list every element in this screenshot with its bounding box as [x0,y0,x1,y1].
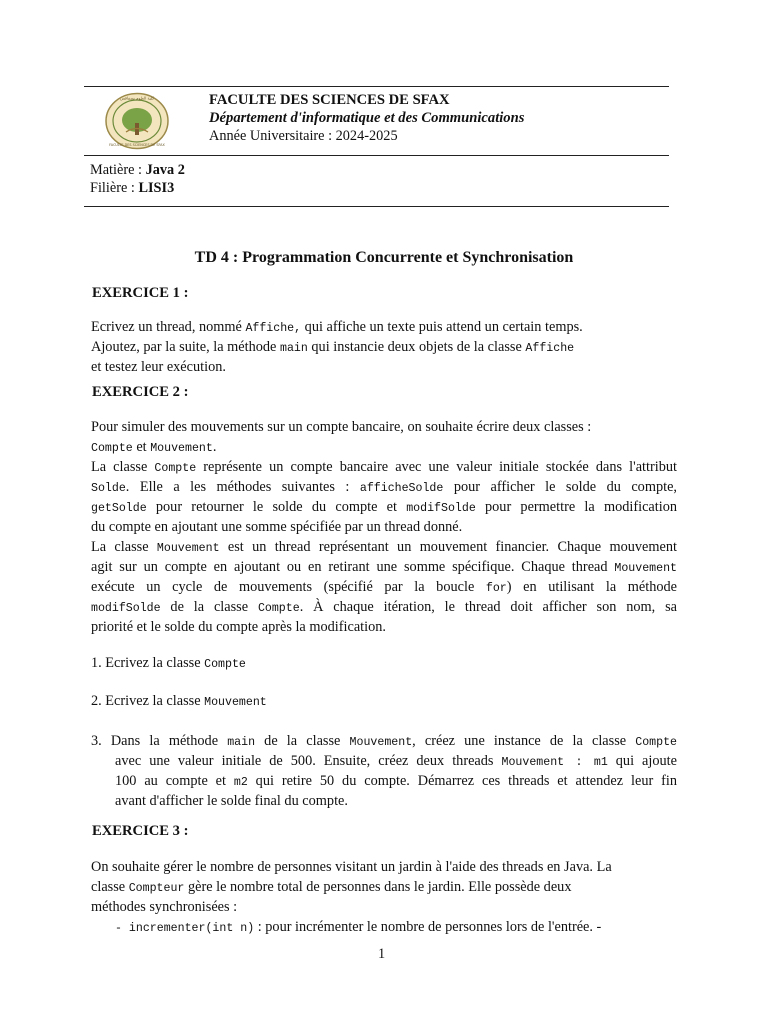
q3-text: avant d'afficher le solde final du compte. [115,793,348,809]
ex2-code: getSolde [91,502,147,515]
ex2-code: Compte [154,462,197,475]
subject-line [90,162,185,179]
branch-label: Filière : [90,180,139,196]
ex1-text: qui affiche un texte puis attend un certain temps. [301,319,583,335]
q3-text: 100 au compte et [115,773,234,789]
q3-code: Compte [635,736,678,749]
q2-text: 2. Ecrivez la classe [91,693,205,709]
q1-code: Compte [204,658,246,671]
ex2-text: . [212,439,217,455]
ex1-code: main [279,342,308,355]
ex2-text: pour retourner le solde du compte et [146,499,407,515]
q3-text: de la classe [255,733,350,749]
ex1-text: Ecrivez un thread, nommé [91,319,246,335]
q3-code: m2 [233,776,248,789]
ex3-code: - [115,922,129,935]
ex2-text: pour afficher le solde du compte, [443,479,677,495]
ex1-code: Affiche [525,342,575,355]
ex2-code: Mouvement [156,542,220,555]
ex2-text: agit sur un compte en ajoutant ou en retirant une somme spécifique. Chaque thread [91,559,615,575]
faculty-name: FACULTE DES SCIENCES DE SFAX [209,92,450,108]
ex3-text: : pour incrémenter le nombre de personnes lors de l'entrée. - [254,919,602,935]
ex2-text: priorité et le solde du compte après la modification. [91,619,386,635]
ex2-code: modifSolde [406,502,476,515]
ex2-code: Mouvement [614,562,677,575]
exercise-1-heading: EXERCICE 1 : [92,285,189,301]
q3-code: : m1 [564,756,608,769]
ex3-text: On souhaite gérer le nombre de personnes visitant un jardin à l'aide des threads en Java. La [91,859,612,875]
ex2-code: for [485,582,507,595]
ex2-code: modifSolde [91,602,161,615]
middle-rule [84,155,669,156]
q3-code: main [227,736,256,749]
subject-value: Java 2 [145,162,185,178]
ex2-code: Compte [257,602,300,615]
ex2-text: du compte en ajoutant une somme spécifiée par un thread donné. [91,519,463,535]
question-1 [91,655,246,672]
question-2 [91,693,267,710]
exercise-2-intro [91,417,677,637]
q1-text: 1. Ecrivez la classe [91,655,205,671]
q3-text: avec une valeur initiale de 500. Ensuite, créez deux threads [115,753,502,769]
ex3-code: incrementer(int n) [128,922,255,935]
ex2-text: représente un compte bancaire avec une valeur initiale stockée dans l'attribut [196,459,677,475]
ex2-text: ) en utilisant la méthode [506,579,677,595]
ex2-text: pour permettre la modification [475,499,677,515]
ex2-text: de la classe [160,599,258,615]
ex3-code: Compteur [128,882,185,895]
ex1-text: et testez leur exécution. [91,359,226,375]
ex2-text: . À chaque itération, le thread doit afficher son nom, sa [299,599,678,615]
subject-label: Matière : [90,162,146,178]
page-number: 1 [378,946,386,962]
branch-value: LISI3 [138,180,175,196]
q3-text: 3. Dans la méthode [91,733,228,749]
q3-code: Mouvement [501,756,565,769]
ex2-text: Pour simuler des mouvements sur un compte bancaire, on souhaite écrire deux classes : [91,419,592,435]
ex2-code: Mouvement [150,442,213,455]
svg-text:FACULTE DES SCIENCES DE SFAX: FACULTE DES SCIENCES DE SFAX [109,143,165,147]
q3-text: qui ajoute [607,753,677,769]
ex2-text: exécute un cycle de mouvements (spécifié par la boucle [91,579,486,595]
faculty-logo-icon [104,92,170,150]
ex2-text: La classe [91,539,157,555]
q3-code: Mouvement [349,736,413,749]
exercise-1-text [91,317,677,377]
exercise-2-heading: EXERCICE 2 : [92,384,189,400]
ex2-code: afficheSolde [359,482,444,495]
ex2-text: La classe [91,459,155,475]
department-name: Département d'informatique et des Communications [209,110,525,126]
ex3-text: méthodes synchronisées : [91,899,238,915]
exercise-3-text [91,857,677,937]
ex3-text: classe [91,879,129,895]
exercise-3-heading: EXERCICE 3 : [92,823,189,839]
ex2-code: Compte [91,442,133,455]
ex2-text: et [132,439,151,455]
q2-code: Mouvement [204,696,267,709]
svg-text:كلية العلوم بصفاقس: كلية العلوم بصفاقس [119,95,155,101]
ex3-text: gère le nombre total de personnes dans le jardin. Elle possède deux [184,879,572,895]
question-3 [91,731,677,811]
ex2-text: est un thread représentant un mouvement financier. Chaque mouvement [219,539,677,555]
academic-year: Année Universitaire : 2024-2025 [209,128,398,144]
ex1-text: qui instancie deux objets de la classe [307,339,526,355]
top-rule [84,86,669,87]
page-title: TD 4 : Programmation Concurrente et Synchronisation [194,249,574,266]
q3-text: qui retire 50 du compte. Démarrez ces threads et attendez leur fin [247,773,677,789]
ex1-code: Affiche, [245,322,302,335]
bottom-rule [84,206,669,207]
ex2-code: Solde [91,482,126,495]
ex2-text: . Elle a les méthodes suivantes : [125,479,360,495]
ex1-text: Ajoutez, par la suite, la méthode [91,339,280,355]
q3-text: , créez une instance de la classe [412,733,636,749]
branch-line [90,180,174,197]
